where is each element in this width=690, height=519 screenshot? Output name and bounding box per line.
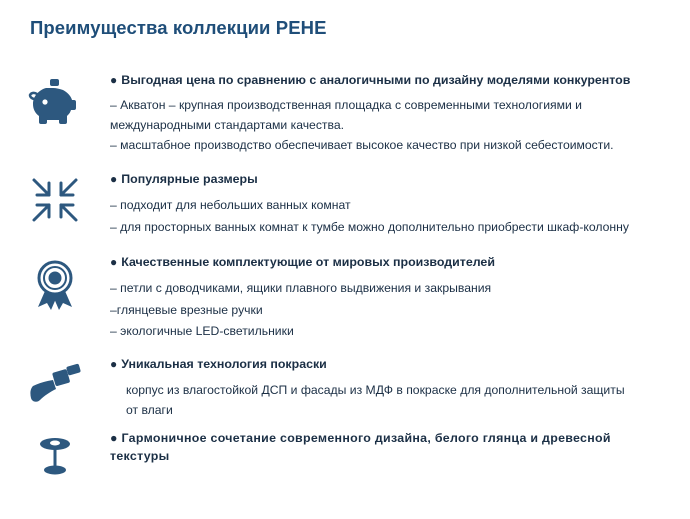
bullet-glyph: ●: [110, 357, 118, 372]
compress-arrows-icon: [0, 171, 110, 223]
benefit-line: – масштабное производство обеспечивает высокое качество при низкой себестоимости.: [110, 137, 614, 152]
page-title: Преимущества коллекции РЕНЕ: [30, 17, 327, 38]
benefit-item: [0, 72, 690, 157]
benefit-text: [110, 429, 690, 473]
benefit-headline: [110, 356, 674, 374]
benefit-line: от влаги: [126, 402, 173, 417]
benefit-item: [0, 254, 690, 344]
bullet-glyph: ●: [110, 254, 118, 269]
benefit-line: – для просторных ванных комнат к тумбе можно дополнительно приобрести шкаф-колонну: [110, 220, 629, 235]
benefit-line: – экологичные LED-светильники: [110, 324, 294, 339]
award-rosette-icon: [0, 254, 110, 312]
benefit-line: – Акватон – крупная производственная площадка с современными технологиями и: [110, 97, 582, 112]
benefit-text: [110, 72, 690, 157]
benefit-headline-text: Уникальная технология покраски: [121, 357, 327, 372]
benefit-text: [110, 171, 690, 240]
benefit-text: [110, 356, 690, 423]
benefit-headline-text: Популярные размеры: [121, 172, 258, 187]
benefit-item: [0, 356, 690, 423]
bullet-glyph: ●: [110, 172, 118, 187]
benefits-list: [0, 72, 690, 483]
bullet-glyph: ●: [110, 73, 118, 87]
benefit-headline: [110, 254, 674, 272]
benefit-item: [0, 429, 690, 477]
benefit-line: – петли с доводчиками, ящики плавного выдвижения и закрывания: [110, 280, 492, 295]
piggy-bank-icon: [0, 72, 110, 128]
benefit-line: –глянцевые врезные ручки: [110, 302, 263, 317]
benefit-line: международными стандартами качества.: [110, 117, 345, 132]
benefit-line: – подходит для небольших ванных комнат: [110, 198, 351, 213]
benefit-headline: [110, 171, 674, 189]
benefit-headline: [110, 72, 674, 90]
benefit-headline: ● Гармоничное сочетание современного дизайна, белого глянца и древесной текстуры: [110, 430, 611, 464]
table-lamp-icon: [0, 429, 110, 477]
benefit-text: [110, 254, 690, 344]
benefit-headline-text: Качественные комплектующие от мировых производителей: [121, 254, 495, 269]
paint-brush-icon: [0, 356, 110, 402]
benefit-headline-text: Выгодная цена по сравнению с аналогичными по дизайну моделями конкурентов: [121, 73, 631, 87]
benefit-item: [0, 171, 690, 240]
benefit-line: корпус из влагостойкой ДСП и фасады из МДФ в покраске для дополнительной защиты: [126, 383, 625, 398]
